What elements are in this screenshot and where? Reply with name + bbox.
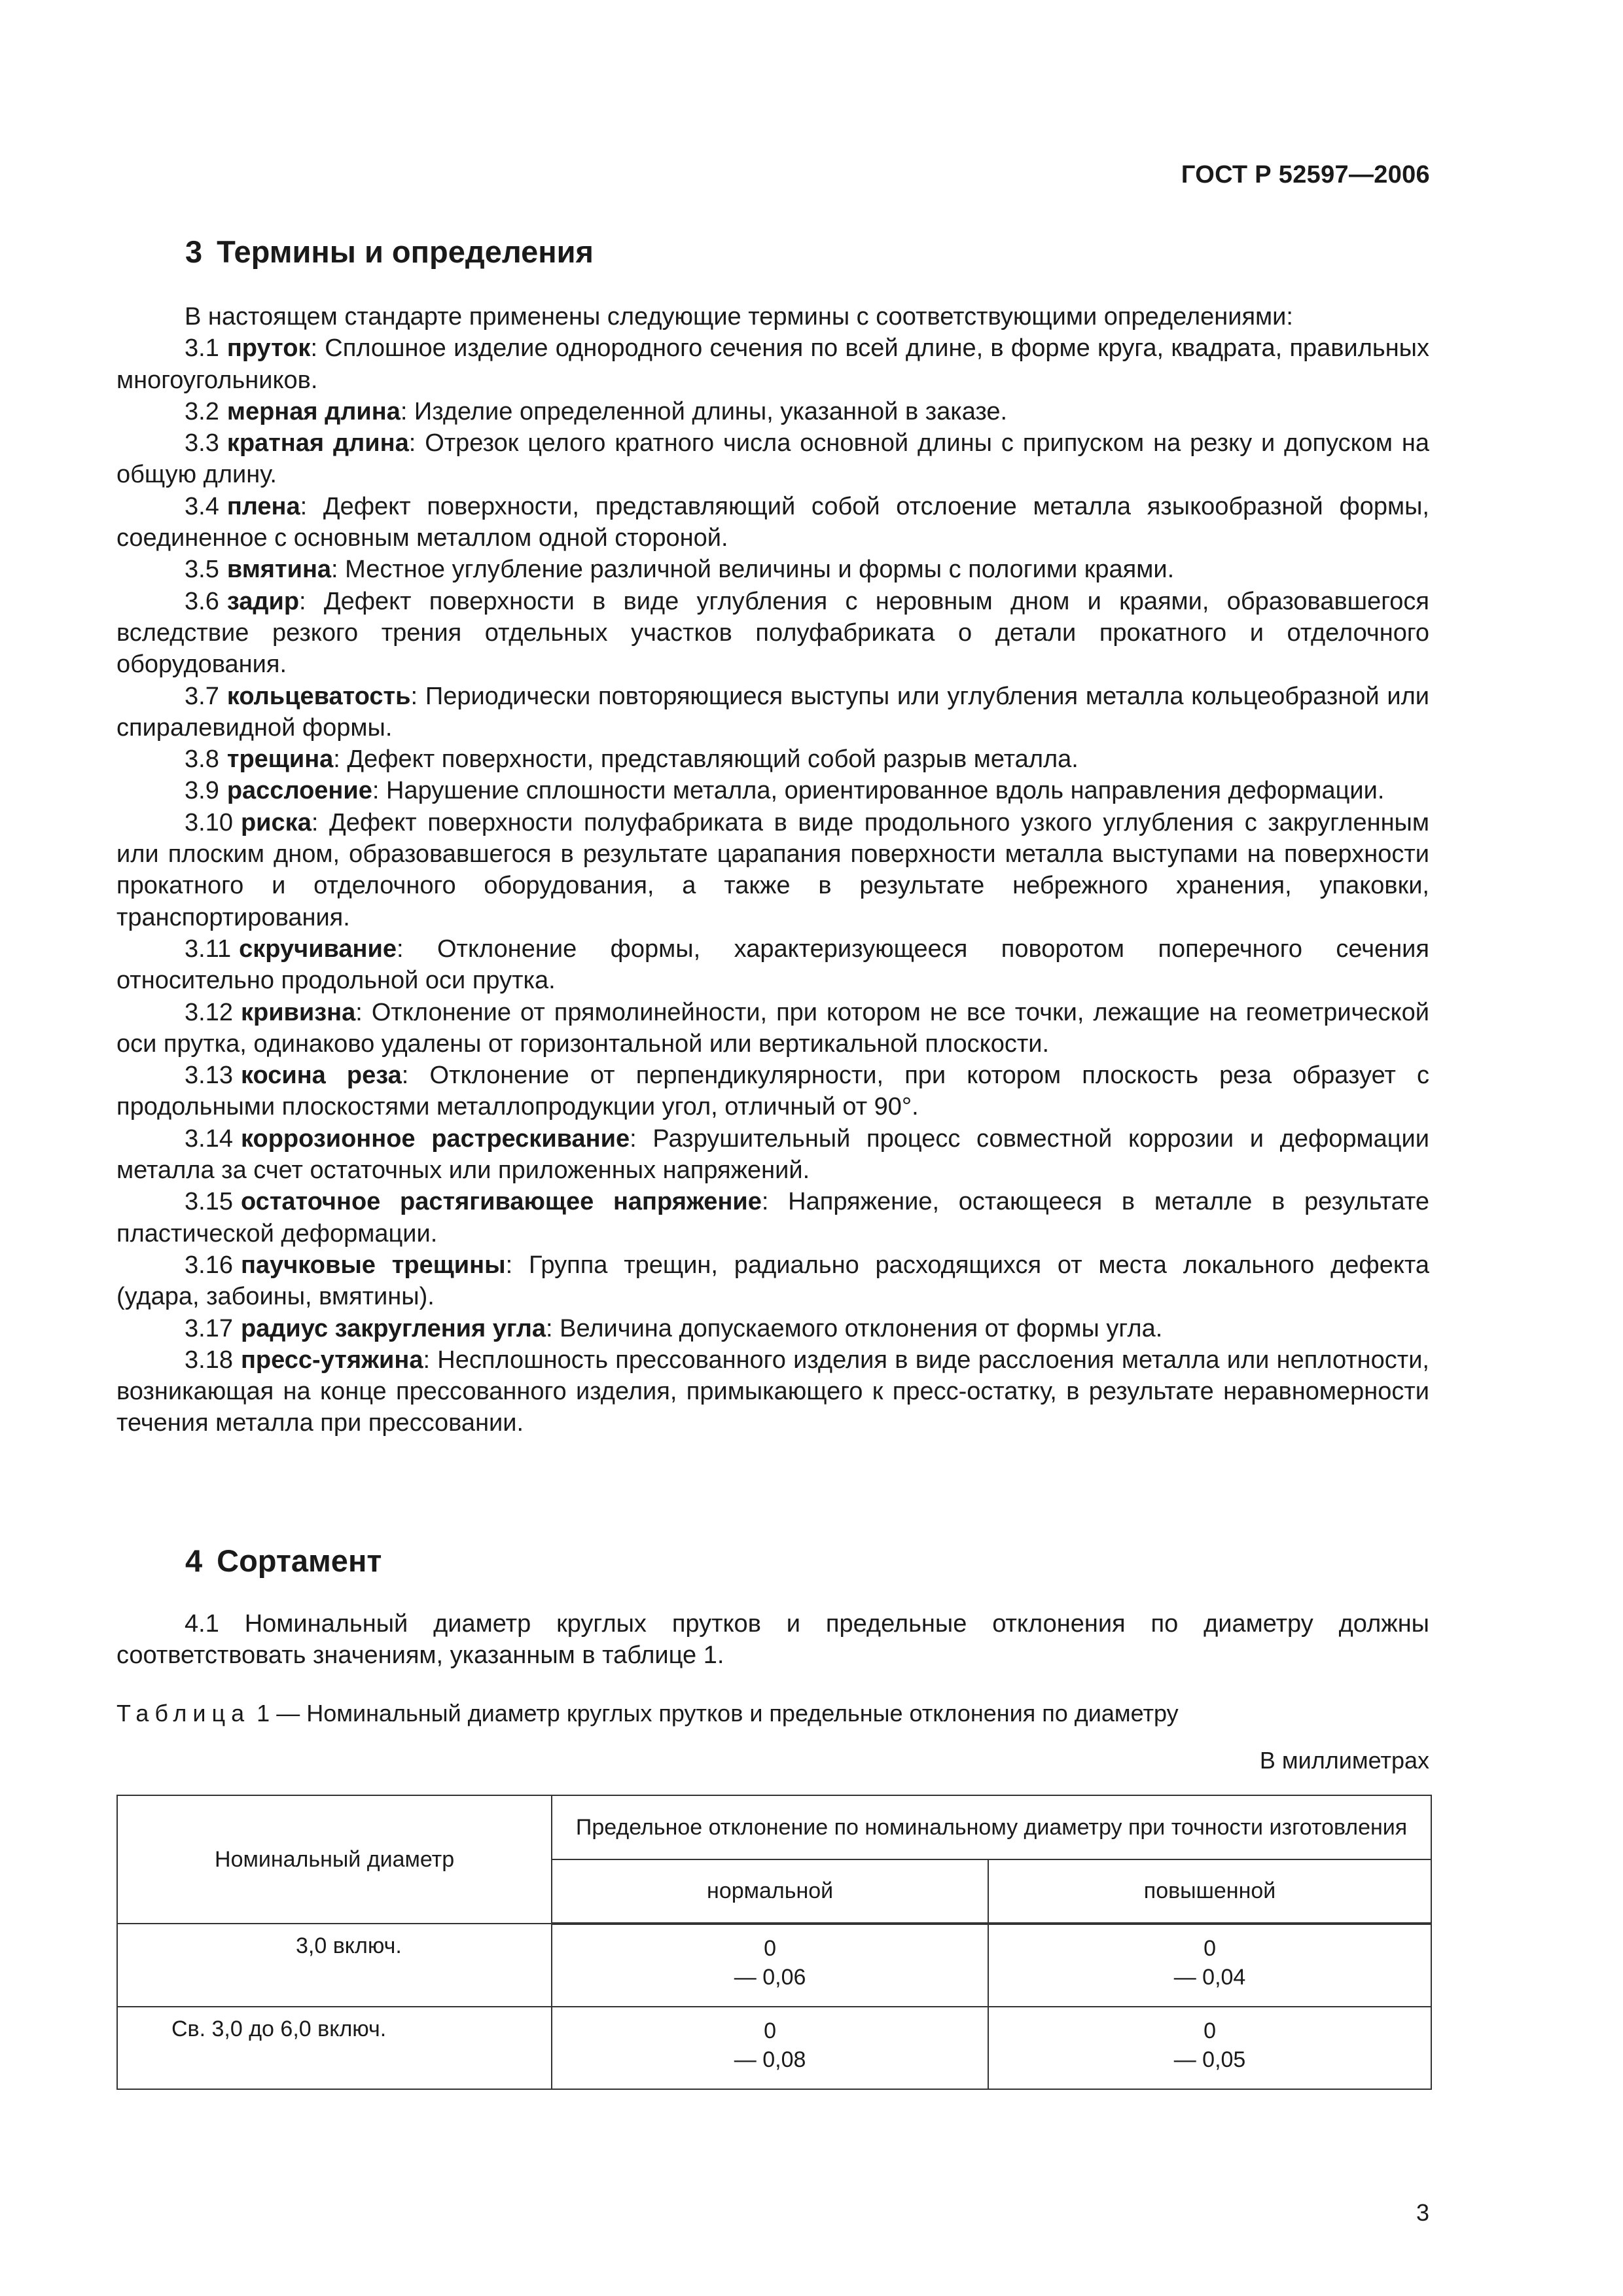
table-row [117, 2007, 1431, 2089]
table-caption-text: 1 — Номинальный диаметр круглых прутков и предельные отклонения по диаметру [257, 1700, 1179, 1727]
tolerance-upper: 0 [764, 2018, 777, 2043]
term-entry [116, 1249, 1429, 1313]
term-entry [116, 396, 1429, 427]
term-number: 3.2 [185, 397, 219, 425]
term-name: расслоение [226, 777, 372, 805]
table-caption-label: Таблица [116, 1700, 251, 1727]
term-name: задир [226, 587, 300, 615]
term-name: кривизна [240, 998, 356, 1026]
term-name: пресс-утяжина [240, 1346, 423, 1374]
term-number: 3.6 [185, 587, 219, 615]
term-entry [116, 1344, 1429, 1439]
term-number: 3.5 [185, 556, 219, 584]
term-entry [116, 997, 1429, 1060]
tolerance-upper: 0 [764, 1936, 777, 1961]
term-entry [116, 807, 1429, 933]
term-definition: : Сплошное изделие однородного сечения по всей длине, в форме круга, квадрата, правильных многоугольников. [116, 334, 1429, 394]
term-entry [116, 1186, 1429, 1249]
page-number: 3 [1416, 2199, 1429, 2226]
section-3-title: Термины и определения [217, 234, 594, 269]
term-name: пруток [226, 334, 311, 363]
header-high-accuracy: повышенной [988, 1859, 1431, 1924]
term-number: 3.9 [185, 777, 219, 805]
tolerance-lower: — 0,08 [734, 2047, 806, 2072]
term-number: 3.7 [185, 682, 219, 710]
term-definition: : Отклонение формы, характеризующееся поворотом поперечного сечения относительно продольной оси прутка. [116, 935, 1429, 995]
term-definition: : Отклонение от прямолинейности, при котором не все точки, лежащие на геометрической оси прутка, одинаково удалены от горизонтальной или вертикальной плоскости. [116, 998, 1429, 1058]
term-number: 3.15 [185, 1188, 233, 1216]
term-number: 3.11 [185, 935, 232, 963]
term-entry [116, 586, 1429, 681]
term-definition: : Отклонение от перпендикулярности, при котором плоскость реза образует с продольными плоскостями металлопродукции угол, отличный от 90°. [116, 1062, 1430, 1121]
table-caption [116, 1700, 1179, 1727]
term-definition: : Дефект поверхности полуфабриката в виде продольного узкого углубления с закругленным или плоским дном, образовавшегося в результате царапания поверхности металла выступами на поверхности прокатного и отделочного оборудования, а также в результате небрежного хранения, упаковки, транспортирования. [116, 808, 1429, 931]
diameter-tolerance-table [116, 1795, 1432, 2090]
term-name: паучковые трещины [240, 1251, 506, 1279]
tolerance-lower: — 0,05 [1173, 2047, 1246, 2072]
term-name: остаточное растягивающее напряжение [240, 1188, 762, 1216]
term-number: 3.13 [185, 1062, 233, 1090]
section-4-number: 4 [185, 1543, 203, 1578]
cell-normal-tolerance [552, 2007, 988, 2089]
term-definition: : Местное углубление различной величины и формы с пологими краями. [331, 556, 1175, 584]
standard-number: ГОСТ Р 52597—2006 [1181, 161, 1430, 188]
term-name: радиус закругления угла [240, 1314, 546, 1342]
term-entry [116, 1060, 1429, 1123]
header-normal-accuracy: нормальной [552, 1859, 988, 1924]
sortment-text [116, 1608, 1429, 1672]
section-3-heading [185, 234, 594, 270]
term-number: 3.18 [185, 1346, 233, 1374]
section-3-number: 3 [185, 234, 203, 269]
term-entry [116, 744, 1429, 775]
term-definition: : Группа трещин, радиально расходящихся от места локального дефекта (удара, забоины, вмятины). [116, 1251, 1429, 1311]
term-definition: : Периодически повторяющиеся выступы или углубления металла кольцеобразной или спиралевидной формы. [116, 682, 1429, 742]
term-name: скручивание [239, 935, 397, 963]
table-row [117, 1924, 1431, 2007]
term-definition: : Отрезок целого кратного числа основной длины с припуском на резку и допуском на общую длину. [116, 429, 1430, 489]
cell-high-tolerance [988, 2007, 1431, 2089]
section-4-heading [185, 1543, 382, 1579]
tolerance-lower: — 0,04 [1173, 1965, 1246, 1990]
term-entry [116, 491, 1429, 554]
term-name: коррозионное растрескивание [240, 1124, 630, 1153]
term-entry [116, 332, 1429, 396]
table-units: В миллиметрах [1259, 1747, 1429, 1774]
cell-normal-tolerance [552, 1924, 988, 2007]
term-entry [116, 427, 1429, 491]
terms-intro: В настоящем стандарте применены следующие термины с соответствующими определениями: [185, 303, 1293, 331]
section-4-title: Сортамент [217, 1543, 382, 1578]
term-entry [116, 1313, 1429, 1344]
cell-diameter: 3,0 включ. [117, 1924, 552, 2007]
tolerance-lower: — 0,06 [734, 1965, 806, 1990]
term-entry [116, 681, 1429, 744]
term-number: 3.16 [185, 1251, 233, 1279]
term-number: 3.17 [185, 1314, 233, 1342]
term-number: 3.3 [185, 429, 219, 457]
header-nominal-diameter: Номинальный диаметр [117, 1795, 552, 1924]
term-number: 3.8 [185, 745, 219, 774]
term-entry [116, 775, 1429, 806]
term-number: 3.10 [185, 808, 233, 836]
term-number: 3.4 [185, 492, 219, 520]
tolerance-upper: 0 [1204, 1936, 1216, 1961]
term-name: риска [240, 808, 312, 836]
terms-list [116, 301, 1429, 1439]
term-name: трещина [226, 745, 334, 774]
term-definition: : Несплошность прессованного изделия в виде расслоения металла или неплотности, возникающая на конце прессованного изделия, примыкающего к пресс-остатку, в результате неравномерности течения металла при прессовании. [116, 1346, 1429, 1437]
term-definition: : Дефект поверхности, представляющий собой отслоение металла языкообразной формы, соединенное с основным металлом одной стороной. [116, 492, 1429, 552]
tolerance-upper: 0 [1204, 2018, 1216, 2043]
term-definition: : Изделие определенной длины, указанной в заказе. [400, 397, 1008, 425]
term-number: 3.14 [185, 1124, 233, 1153]
paragraph-4-1: 4.1 Номинальный диаметр круглых прутков и предельные отклонения по диаметру должны соответствовать значениям, указанным в таблице 1. [116, 1610, 1429, 1670]
term-entry [116, 1123, 1429, 1187]
term-definition: : Нарушение сплошности металла, ориентированное вдоль направления деформации. [372, 777, 1385, 805]
term-name: кратная длина [226, 429, 409, 457]
header-tolerance-group: Предельное отклонение по номинальному диаметру при точности изготовления [552, 1795, 1431, 1859]
term-definition: : Дефект поверхности в виде углубления с неровным дном и краями, образовавшегося вследствие резкого трения отдельных участков полуфабриката о детали прокатного и отделочного оборудования. [116, 587, 1429, 679]
term-name: плена [226, 492, 300, 520]
term-entry [116, 933, 1429, 997]
term-definition: : Разрушительный процесс совместной коррозии и деформации металла за счет остаточных или приложенных напряжений. [116, 1124, 1429, 1185]
term-entry [116, 554, 1429, 585]
term-number: 3.12 [185, 998, 233, 1026]
term-name: косина реза [240, 1062, 402, 1090]
term-name: мерная длина [226, 397, 401, 425]
term-definition: : Дефект поверхности, представляющий собой разрыв металла. [333, 745, 1079, 774]
term-definition: : Величина допускаемого отклонения от формы угла. [546, 1314, 1163, 1342]
term-definition: : Напряжение, остающееся в металле в результате пластической деформации. [116, 1188, 1429, 1247]
term-number: 3.1 [185, 334, 219, 363]
term-name: кольцеватость [226, 682, 411, 710]
cell-diameter: Св. 3,0 до 6,0 включ. [117, 2007, 552, 2089]
term-name: вмятина [226, 556, 332, 584]
cell-high-tolerance [988, 1924, 1431, 2007]
